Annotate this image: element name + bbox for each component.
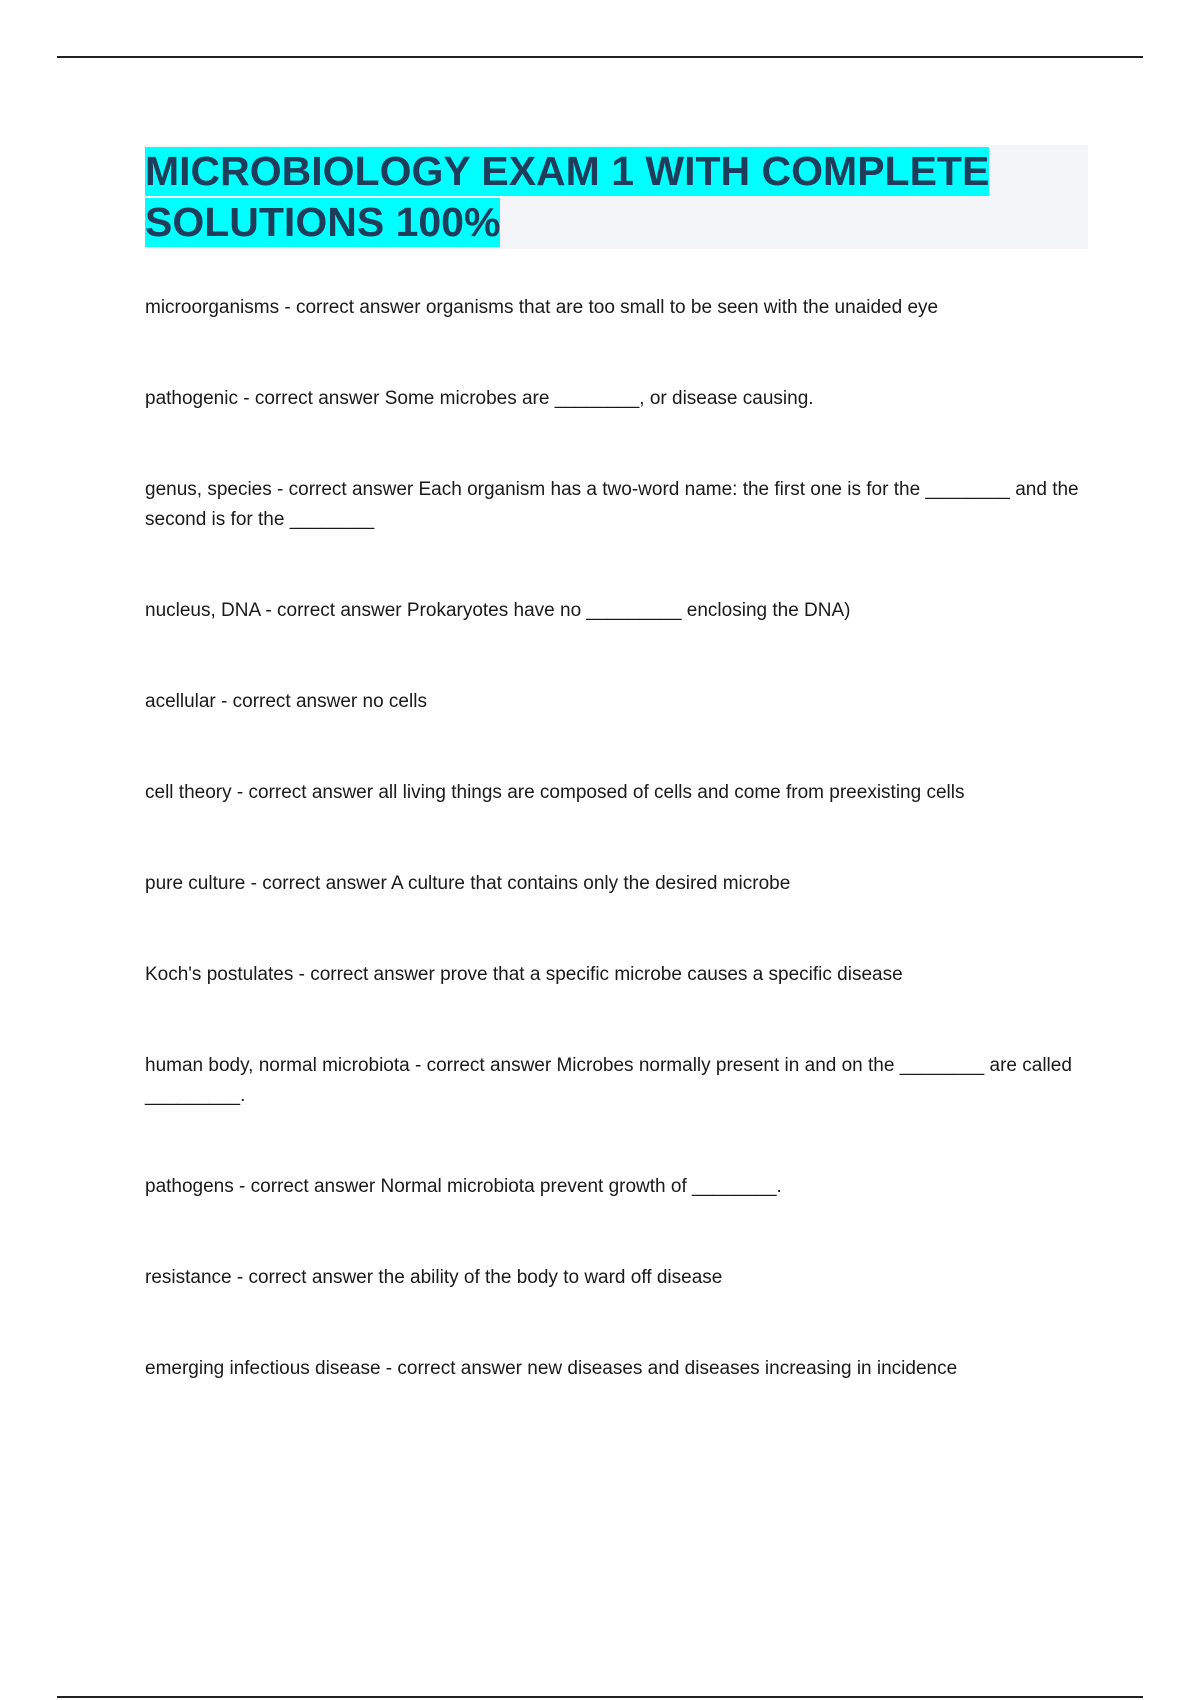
document-title-text: MICROBIOLOGY EXAM 1 WITH COMPLETE SOLUTIONS 100% (145, 148, 990, 245)
document-title (145, 146, 1088, 248)
qa-item-cell-theory: cell theory - correct answer all living things are composed of cells and come from preexisting cells (145, 782, 965, 803)
qa-item-kochs-postulates: Koch's postulates - correct answer prove that a specific microbe causes a specific disease (145, 964, 903, 985)
qa-item-pure-culture: pure culture - correct answer A culture that contains only the desired microbe (145, 873, 791, 894)
qa-item-acellular: acellular - correct answer no cells (145, 691, 427, 712)
qa-item-emerging-infectious-disease: emerging infectious disease - correct answer new diseases and diseases increasing in incidence (145, 1358, 958, 1379)
qa-item-microorganisms: microorganisms - correct answer organisms that are too small to be seen with the unaided eye (145, 297, 939, 318)
qa-item-pathogenic: pathogenic - correct answer Some microbes are ________, or disease causing. (145, 388, 814, 409)
page-bottom-rule (57, 1696, 1143, 1698)
page-top-rule (57, 56, 1143, 58)
qa-item-normal-microbiota: human body, normal microbiota - correct answer Microbes normally present in and on the ________ are called _________. (145, 1055, 1072, 1106)
qa-list (145, 293, 1090, 1445)
qa-item-resistance: resistance - correct answer the ability of the body to ward off disease (145, 1267, 723, 1288)
qa-item-genus-species: genus, species - correct answer Each organism has a two-word name: the first one is for the ________ and the second is for the ________ (145, 479, 1079, 530)
qa-item-nucleus-dna: nucleus, DNA - correct answer Prokaryotes have no _________ enclosing the DNA) (145, 600, 851, 621)
qa-item-pathogens: pathogens - correct answer Normal microbiota prevent growth of ________. (145, 1176, 782, 1197)
